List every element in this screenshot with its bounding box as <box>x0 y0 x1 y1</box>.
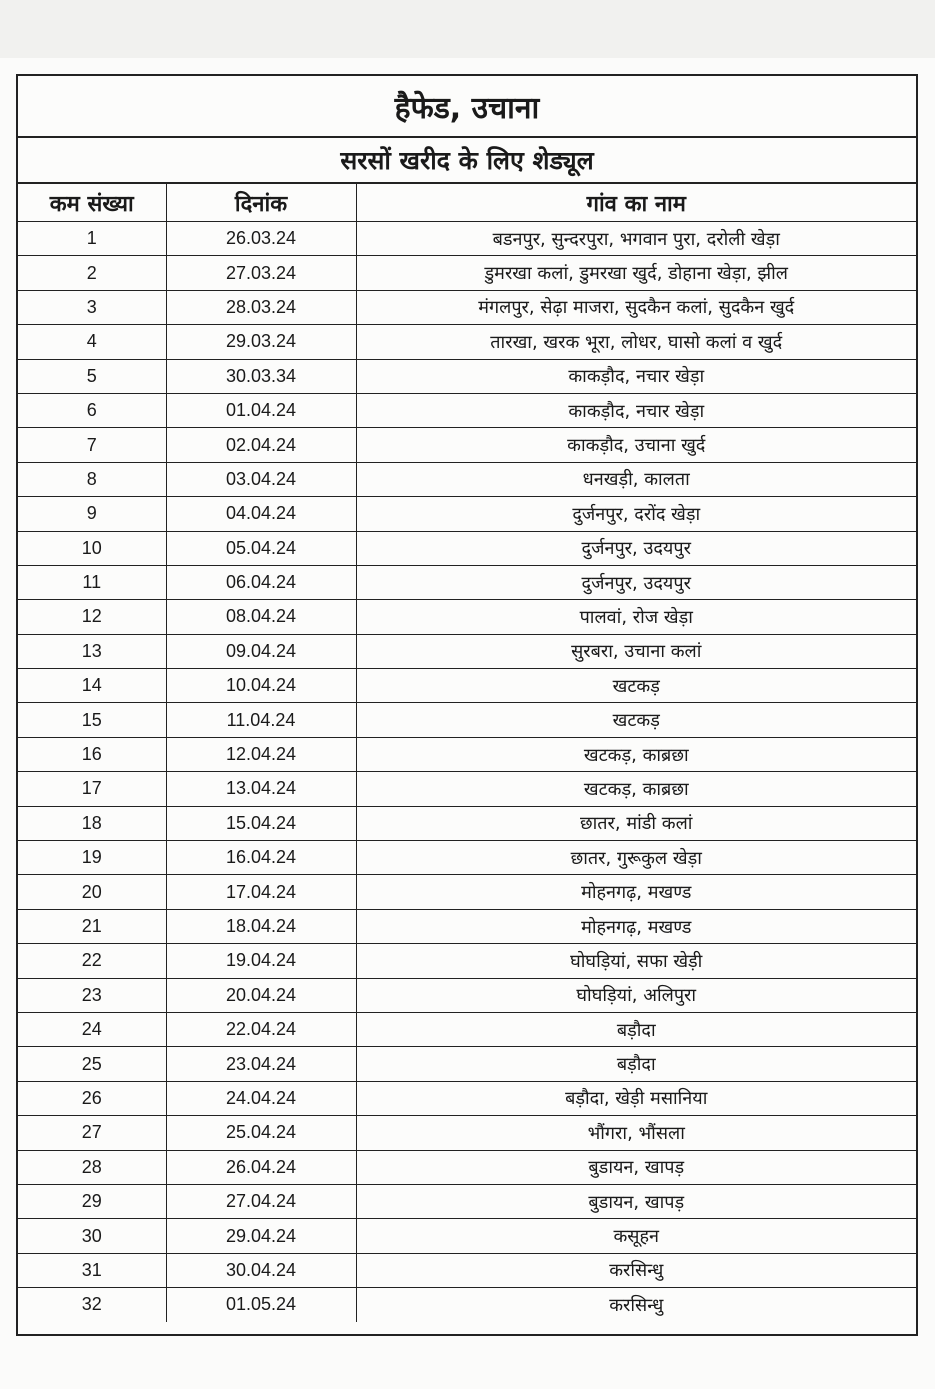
date-cell: 23.04.24 <box>166 1047 356 1081</box>
serial-number-cell: 20 <box>18 875 166 909</box>
date-cell: 17.04.24 <box>166 875 356 909</box>
table-row <box>18 1116 916 1150</box>
serial-number-cell: 17 <box>18 772 166 806</box>
village-names-cell: बडनपुर, सुन्दरपुरा, भगवान पुरा, दरोली खेड़ा <box>356 222 916 256</box>
village-names-cell: डुमरखा कलां, डुमरखा खुर्द, डोहाना खेड़ा, झील <box>356 256 916 290</box>
serial-number-cell: 18 <box>18 806 166 840</box>
village-names-cell: दुर्जनपुर, दरोंद खेड़ा <box>356 497 916 531</box>
date-cell: 29.04.24 <box>166 1219 356 1253</box>
table-row <box>18 806 916 840</box>
table-row <box>18 772 916 806</box>
date-cell: 22.04.24 <box>166 1012 356 1046</box>
serial-number-cell: 22 <box>18 944 166 978</box>
date-cell: 30.03.34 <box>166 359 356 393</box>
table-row <box>18 1219 916 1253</box>
village-names-cell: बुडायन, खापड़ <box>356 1150 916 1184</box>
table-row <box>18 634 916 668</box>
village-names-cell: तारखा, खरक भूरा, लोधर, घासो कलां व खुर्द <box>356 325 916 359</box>
schedule-table <box>18 184 916 1322</box>
table-row <box>18 428 916 462</box>
table-row <box>18 290 916 324</box>
village-names-cell: काकड़ौद, नचार खेड़ा <box>356 359 916 393</box>
table-row <box>18 1253 916 1287</box>
village-names-cell: करसिन्धु <box>356 1288 916 1322</box>
serial-number-cell: 12 <box>18 600 166 634</box>
table-row <box>18 909 916 943</box>
date-cell: 01.05.24 <box>166 1288 356 1322</box>
table-row <box>18 462 916 496</box>
table-row <box>18 222 916 256</box>
village-names-cell: खटकड़ <box>356 703 916 737</box>
serial-number-cell: 1 <box>18 222 166 256</box>
serial-number-cell: 24 <box>18 1012 166 1046</box>
table-row <box>18 393 916 427</box>
serial-number-cell: 25 <box>18 1047 166 1081</box>
table-row <box>18 565 916 599</box>
date-cell: 27.03.24 <box>166 256 356 290</box>
village-names-cell: मोहनगढ़, मखण्ड <box>356 909 916 943</box>
village-names-cell: घोघड़ियां, अलिपुरा <box>356 978 916 1012</box>
date-cell: 06.04.24 <box>166 565 356 599</box>
date-cell: 28.03.24 <box>166 290 356 324</box>
date-cell: 02.04.24 <box>166 428 356 462</box>
village-names-cell: छातर, मांडी कलां <box>356 806 916 840</box>
table-row <box>18 1150 916 1184</box>
table-row <box>18 531 916 565</box>
table-row <box>18 944 916 978</box>
village-names-cell: बड़ौदा, खेड़ी मसानिया <box>356 1081 916 1115</box>
village-names-cell: बड़ौदा <box>356 1047 916 1081</box>
table-row <box>18 1081 916 1115</box>
date-cell: 01.04.24 <box>166 393 356 427</box>
table-row <box>18 325 916 359</box>
serial-number-cell: 11 <box>18 565 166 599</box>
schedule-sheet <box>16 74 918 1336</box>
serial-number-cell: 30 <box>18 1219 166 1253</box>
table-row <box>18 1047 916 1081</box>
village-names-cell: सुरबरा, उचाना कलां <box>356 634 916 668</box>
table-row <box>18 978 916 1012</box>
serial-number-cell: 21 <box>18 909 166 943</box>
date-cell: 24.04.24 <box>166 1081 356 1115</box>
village-names-cell: धनखड़ी, कालता <box>356 462 916 496</box>
date-cell: 04.04.24 <box>166 497 356 531</box>
table-row <box>18 841 916 875</box>
top-margin <box>0 0 935 58</box>
serial-number-cell: 27 <box>18 1116 166 1150</box>
serial-number-cell: 29 <box>18 1184 166 1218</box>
date-cell: 18.04.24 <box>166 909 356 943</box>
table-row <box>18 497 916 531</box>
date-cell: 26.03.24 <box>166 222 356 256</box>
table-row <box>18 1184 916 1218</box>
serial-number-cell: 4 <box>18 325 166 359</box>
date-cell: 03.04.24 <box>166 462 356 496</box>
table-row <box>18 875 916 909</box>
serial-number-cell: 32 <box>18 1288 166 1322</box>
serial-number-cell: 19 <box>18 841 166 875</box>
date-cell: 13.04.24 <box>166 772 356 806</box>
village-names-cell: कसूहन <box>356 1219 916 1253</box>
date-cell: 15.04.24 <box>166 806 356 840</box>
serial-number-cell: 23 <box>18 978 166 1012</box>
serial-number-cell: 26 <box>18 1081 166 1115</box>
table-header-row <box>18 184 916 222</box>
village-names-cell: काकड़ौद, नचार खेड़ा <box>356 393 916 427</box>
serial-number-cell: 13 <box>18 634 166 668</box>
village-names-cell: खटकड़ <box>356 669 916 703</box>
date-cell: 20.04.24 <box>166 978 356 1012</box>
serial-number-cell: 14 <box>18 669 166 703</box>
serial-number-cell: 2 <box>18 256 166 290</box>
date-cell: 27.04.24 <box>166 1184 356 1218</box>
serial-number-cell: 9 <box>18 497 166 531</box>
serial-number-cell: 3 <box>18 290 166 324</box>
table-row <box>18 256 916 290</box>
date-cell: 19.04.24 <box>166 944 356 978</box>
date-cell: 25.04.24 <box>166 1116 356 1150</box>
date-cell: 26.04.24 <box>166 1150 356 1184</box>
village-names-cell: खटकड़, काब्रछा <box>356 737 916 771</box>
header-village-names: गांव का नाम <box>356 184 916 222</box>
document-subtitle: सरसों खरीद के लिए शेड्यूल <box>18 138 916 184</box>
village-names-cell: मोहनगढ़, मखण्ड <box>356 875 916 909</box>
village-names-cell: भौंगरा, भौंसला <box>356 1116 916 1150</box>
village-names-cell: करसिन्धु <box>356 1253 916 1287</box>
serial-number-cell: 7 <box>18 428 166 462</box>
village-names-cell: घोघड़ियां, सफा खेड़ी <box>356 944 916 978</box>
header-date: दिनांक <box>166 184 356 222</box>
serial-number-cell: 8 <box>18 462 166 496</box>
village-names-cell: मंगलपुर, सेढ़ा माजरा, सुदकैन कलां, सुदकैन खुर्द <box>356 290 916 324</box>
village-names-cell: पालवां, रोज खेड़ा <box>356 600 916 634</box>
table-row <box>18 737 916 771</box>
village-names-cell: दुर्जनपुर, उदयपुर <box>356 565 916 599</box>
date-cell: 16.04.24 <box>166 841 356 875</box>
date-cell: 11.04.24 <box>166 703 356 737</box>
date-cell: 08.04.24 <box>166 600 356 634</box>
serial-number-cell: 28 <box>18 1150 166 1184</box>
date-cell: 30.04.24 <box>166 1253 356 1287</box>
serial-number-cell: 15 <box>18 703 166 737</box>
table-row <box>18 1288 916 1322</box>
village-names-cell: बुडायन, खापड़ <box>356 1184 916 1218</box>
serial-number-cell: 31 <box>18 1253 166 1287</box>
table-row <box>18 669 916 703</box>
header-serial-number: कम संख्या <box>18 184 166 222</box>
table-row <box>18 600 916 634</box>
document-title: हैफेड, उचाना <box>18 76 916 138</box>
table-row <box>18 1012 916 1046</box>
village-names-cell: दुर्जनपुर, उदयपुर <box>356 531 916 565</box>
date-cell: 09.04.24 <box>166 634 356 668</box>
table-row <box>18 359 916 393</box>
date-cell: 29.03.24 <box>166 325 356 359</box>
date-cell: 12.04.24 <box>166 737 356 771</box>
serial-number-cell: 10 <box>18 531 166 565</box>
village-names-cell: बड़ौदा <box>356 1012 916 1046</box>
date-cell: 10.04.24 <box>166 669 356 703</box>
village-names-cell: खटकड़, काब्रछा <box>356 772 916 806</box>
serial-number-cell: 5 <box>18 359 166 393</box>
table-row <box>18 703 916 737</box>
serial-number-cell: 6 <box>18 393 166 427</box>
table-body <box>18 222 916 1322</box>
serial-number-cell: 16 <box>18 737 166 771</box>
village-names-cell: छातर, गुरूकुल खेड़ा <box>356 841 916 875</box>
village-names-cell: काकड़ौद, उचाना खुर्द <box>356 428 916 462</box>
date-cell: 05.04.24 <box>166 531 356 565</box>
